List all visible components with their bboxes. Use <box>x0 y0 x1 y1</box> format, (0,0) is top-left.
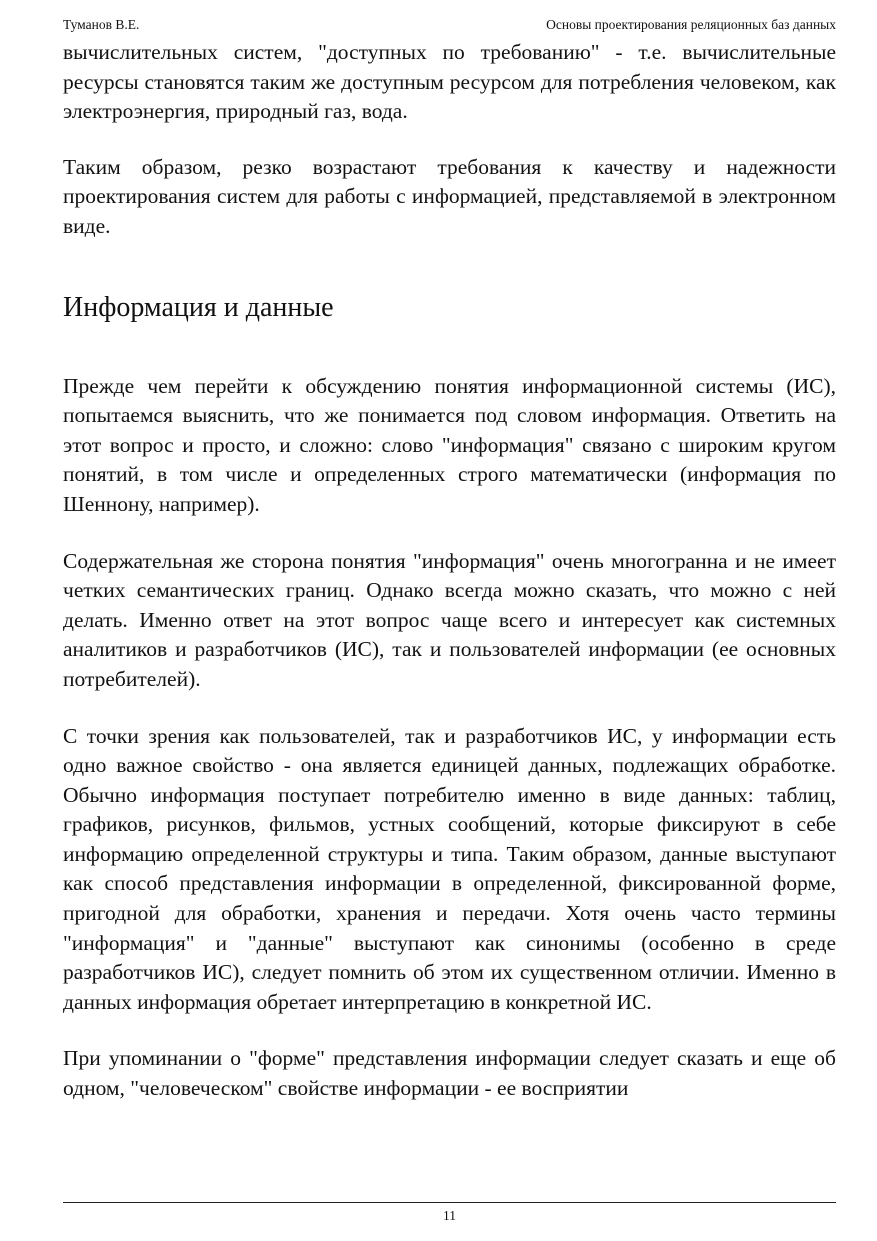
body-paragraph-1: Таким образом, резко возрастают требования к качеству и надежности проектирования систем для работы с информацией, представляемой в электронном виде. <box>63 154 836 238</box>
running-header <box>63 16 836 34</box>
page-body <box>63 38 836 1104</box>
header-author: Туманов В.Е. <box>63 17 140 32</box>
body-paragraph-4: С точки зрения как пользователей, так и разработчиков ИС, у информации есть одно важное свойство - она является единицей данных, подлежащих обработке. Обычно информация поступает потребителю именно в виде данных: таблиц, графиков, рисунков, фильмов, устных сообщений, которые фиксируют в себе информацию определенной структуры и типа. Таким образом, данные выступают как способ представления информации в определенной, фиксированной форме, пригодной для обработки, хранения и передачи. Хотя очень часто термины "информация" и "данные" выступают как синонимы (особенно в среде разработчиков ИС), следует помнить об этом их существенном отличии. Именно в данных информация обретает интерпретацию в конкретной ИС. <box>63 723 836 1014</box>
body-paragraph-2: Прежде чем перейти к обсуждению понятия информационной системы (ИС), попытаемся выяснить, что же понимается под словом информация. Ответить на этот вопрос и просто, и сложно: слово "информация" связано с широким кругом понятий, в том числе и определенных строго математически (информация по Шеннону, например). <box>63 373 836 516</box>
body-paragraph-3: Содержательная же сторона понятия "информация" очень многогранна и не имеет четких семантических границ. Однако всегда можно сказать, что можно с ней делать. Именно ответ на этот вопрос чаще всего и интересует как системных аналитиков и разработчиков (ИС), так и пользователей информации (ее основных потребителей). <box>63 548 836 691</box>
body-paragraph-5: При упоминании о "форме" представления информации следует сказать и еще об одном, "человеческом" свойстве информации - ее восприятии <box>63 1046 836 1101</box>
header-book-title: Основы проектирования реляционных баз данных <box>546 17 836 32</box>
section-heading: Информация и данные <box>63 291 334 323</box>
page-number: 11 <box>443 1208 456 1223</box>
footer-divider <box>63 1202 836 1203</box>
body-paragraph-continued: вычислительных систем, "доступных по требованию" - т.е. вычислительные ресурсы становятся таким же доступным ресурсом для потребления человеком, как электроэнергия, природный газ, вода. <box>63 40 836 124</box>
